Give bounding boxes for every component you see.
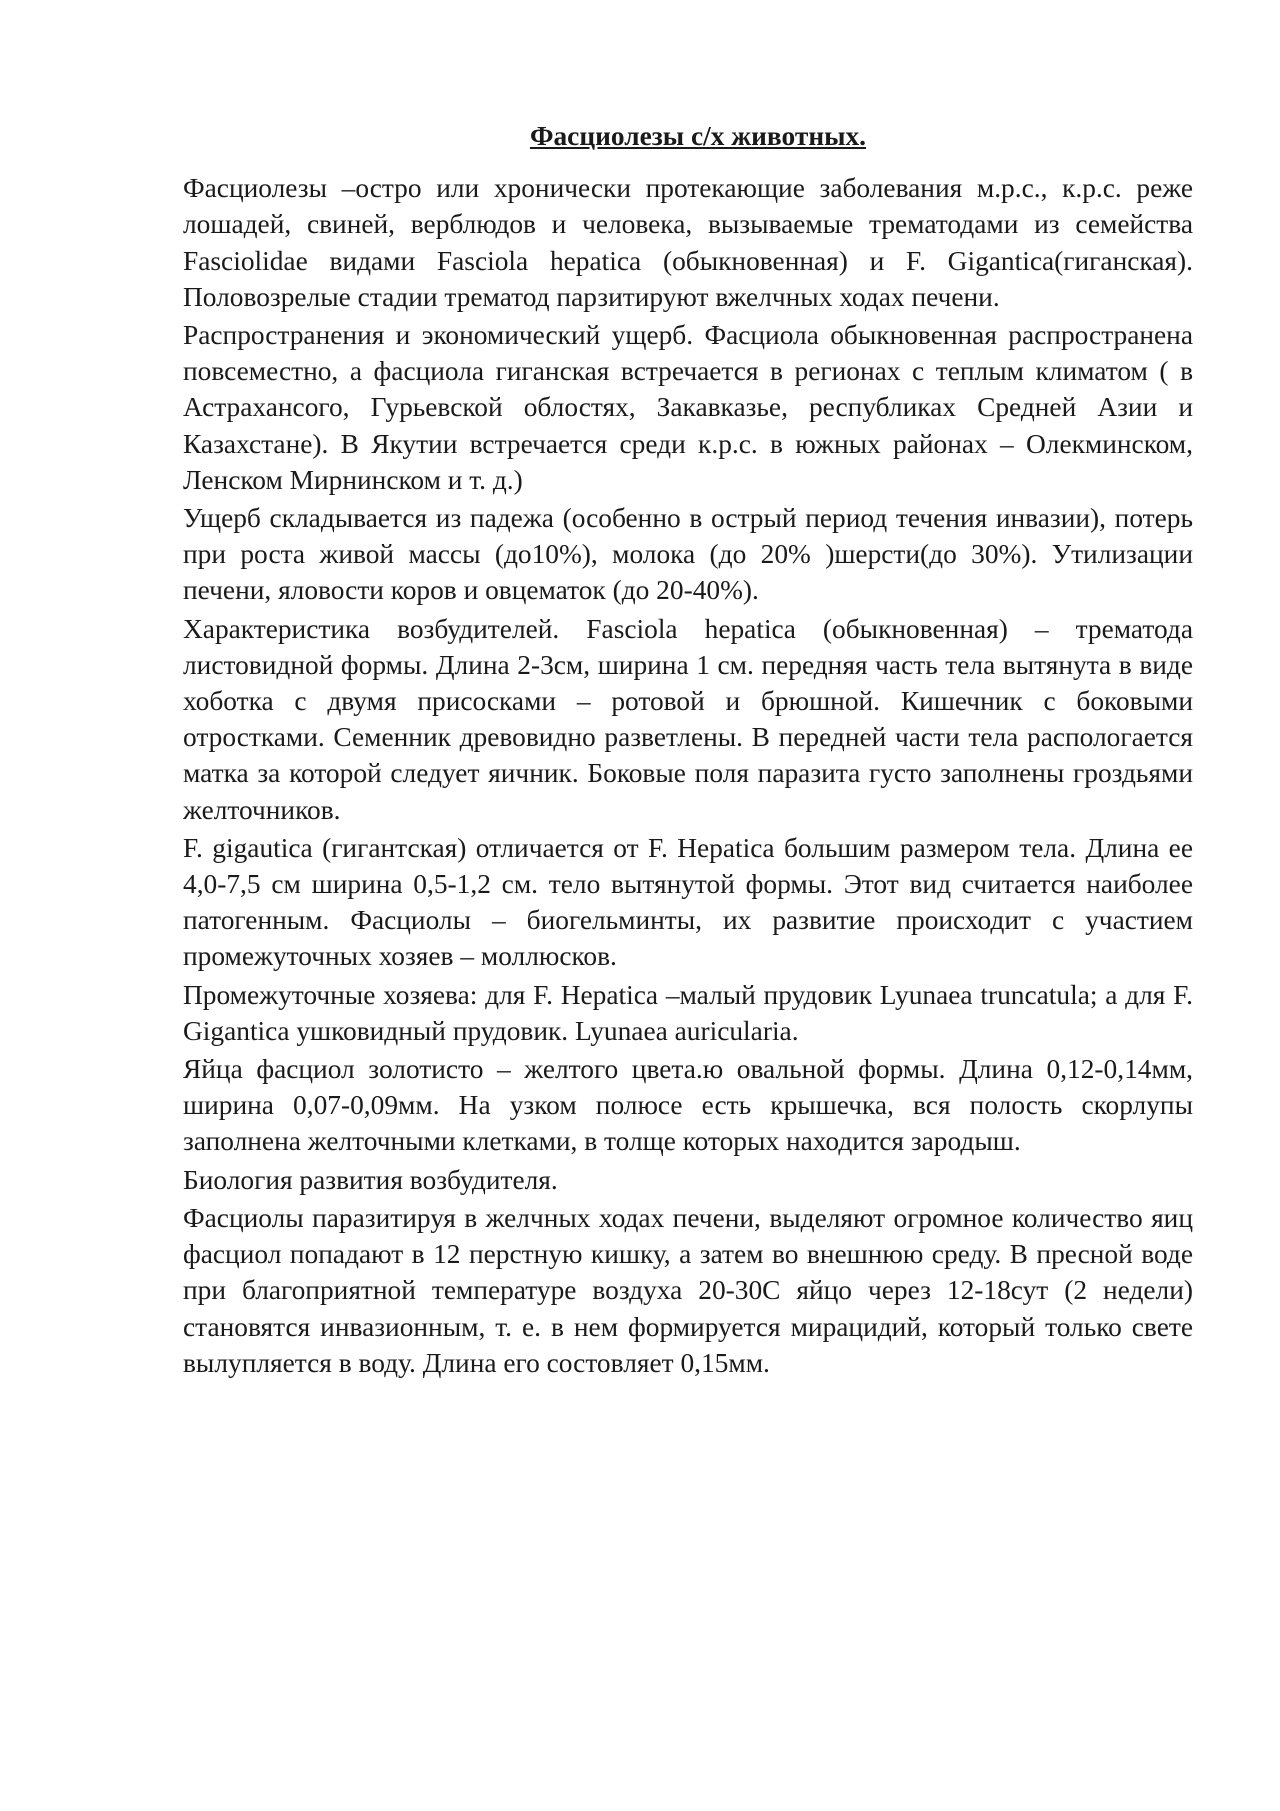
paragraph-pathogen-characteristics: Характеристика возбудителей. Fasciola hepatica (обыкновенная) – трематода листовидной формы. Длина 2-3см, ширина 1 см. передняя часть тела вытянута в виде хоботка с двумя присосками – ротовой и брюшной. Кишечник с боковыми отростками. Семенник древовидно разветлены. В передней части тела распологается матка за которой следует яичник. Боковые поля паразита густо заполнены гроздьями желточников. [183, 613, 1193, 825]
paragraph-intermediate-hosts: Промежуточные хозяева: для F. Hepatica –малый прудовик Lyunaea truncatula; а для F. Gigantica ушковидный прудовик. Lyunaea auricularia. [183, 979, 1193, 1046]
paragraph-distribution: Распространения и экономический ущерб. Фасциола обыкновенная распространена повсеместно, а фасциола гиганская встречается в регионах с теплым климатом ( в Астрахансого, Гурьевской облостях, Закавказье, республиках Средней Азии и Казахстане). В Якутии встречается среди к.р.с. в южных районах – Олекминском, Ленском Мирнинском и т. д.) [183, 320, 1193, 495]
paragraph-eggs: Яйца фасциол золотисто – желтого цвета.ю овальной формы. Длина 0,12-0,14мм, ширина 0,07-0,09мм. На узком полюсе есть крышечка, вся полость скорлупы заполнена желточными клетками, в толще которых находится зародыш. [183, 1054, 1193, 1157]
paragraph-definition: Фасциолезы –остро или хронически протекающие заболевания м.р.с., к.р.с. реже лошадей, свиней, верблюдов и человека, вызываемые трематодами из семейства Fasciolidae видами Fasciola hepatica (обыкновенная) и F. Gigantica(гиганская). Половозрелые стадии трематод парзитируют вжелчных ходах печени. [183, 173, 1193, 312]
paragraph-damage: Ущерб складывается из падежа (особенно в острый период течения инвазии), потерь при роста живой массы (до10%), молока (до 20% )шерсти(до 30%). Утилизации печени, яловости коров и овцематок (до 20-40%). [183, 503, 1193, 606]
paragraph-development: Фасциолы паразитируя в желчных ходах печени, выделяют огромное количество яиц фасциол попадают в 12 перстную кишку, а затем во внешнюю среду. В пресной воде при благоприятной температуре воздуха 20-30С яйцо через 12-18сут (2 недели) становятся инвазионным, т. е. в нем формируется мирацидий, который только свете вылупляется в воду. Длина его состовляет 0,15мм. [183, 1202, 1193, 1378]
document-title: Фасциолезы с/х животных. [529, 121, 867, 151]
paragraph-gigantica: F. gigautica (гигантская) отличается от F. Hepatica большим размером тела. Длина ее 4,0-7,5 см ширина 0,5-1,2 см. тело вытянутой формы. Этот вид считается наиболее патогенным. Фасциолы – биогельминты, их развитие происходит с участием промежуточных хозяев – моллюсков. [183, 832, 1193, 972]
document-page [183, 118, 1193, 1383]
paragraph-biology-heading: Биология развития возбудителя. [183, 1164, 558, 1195]
